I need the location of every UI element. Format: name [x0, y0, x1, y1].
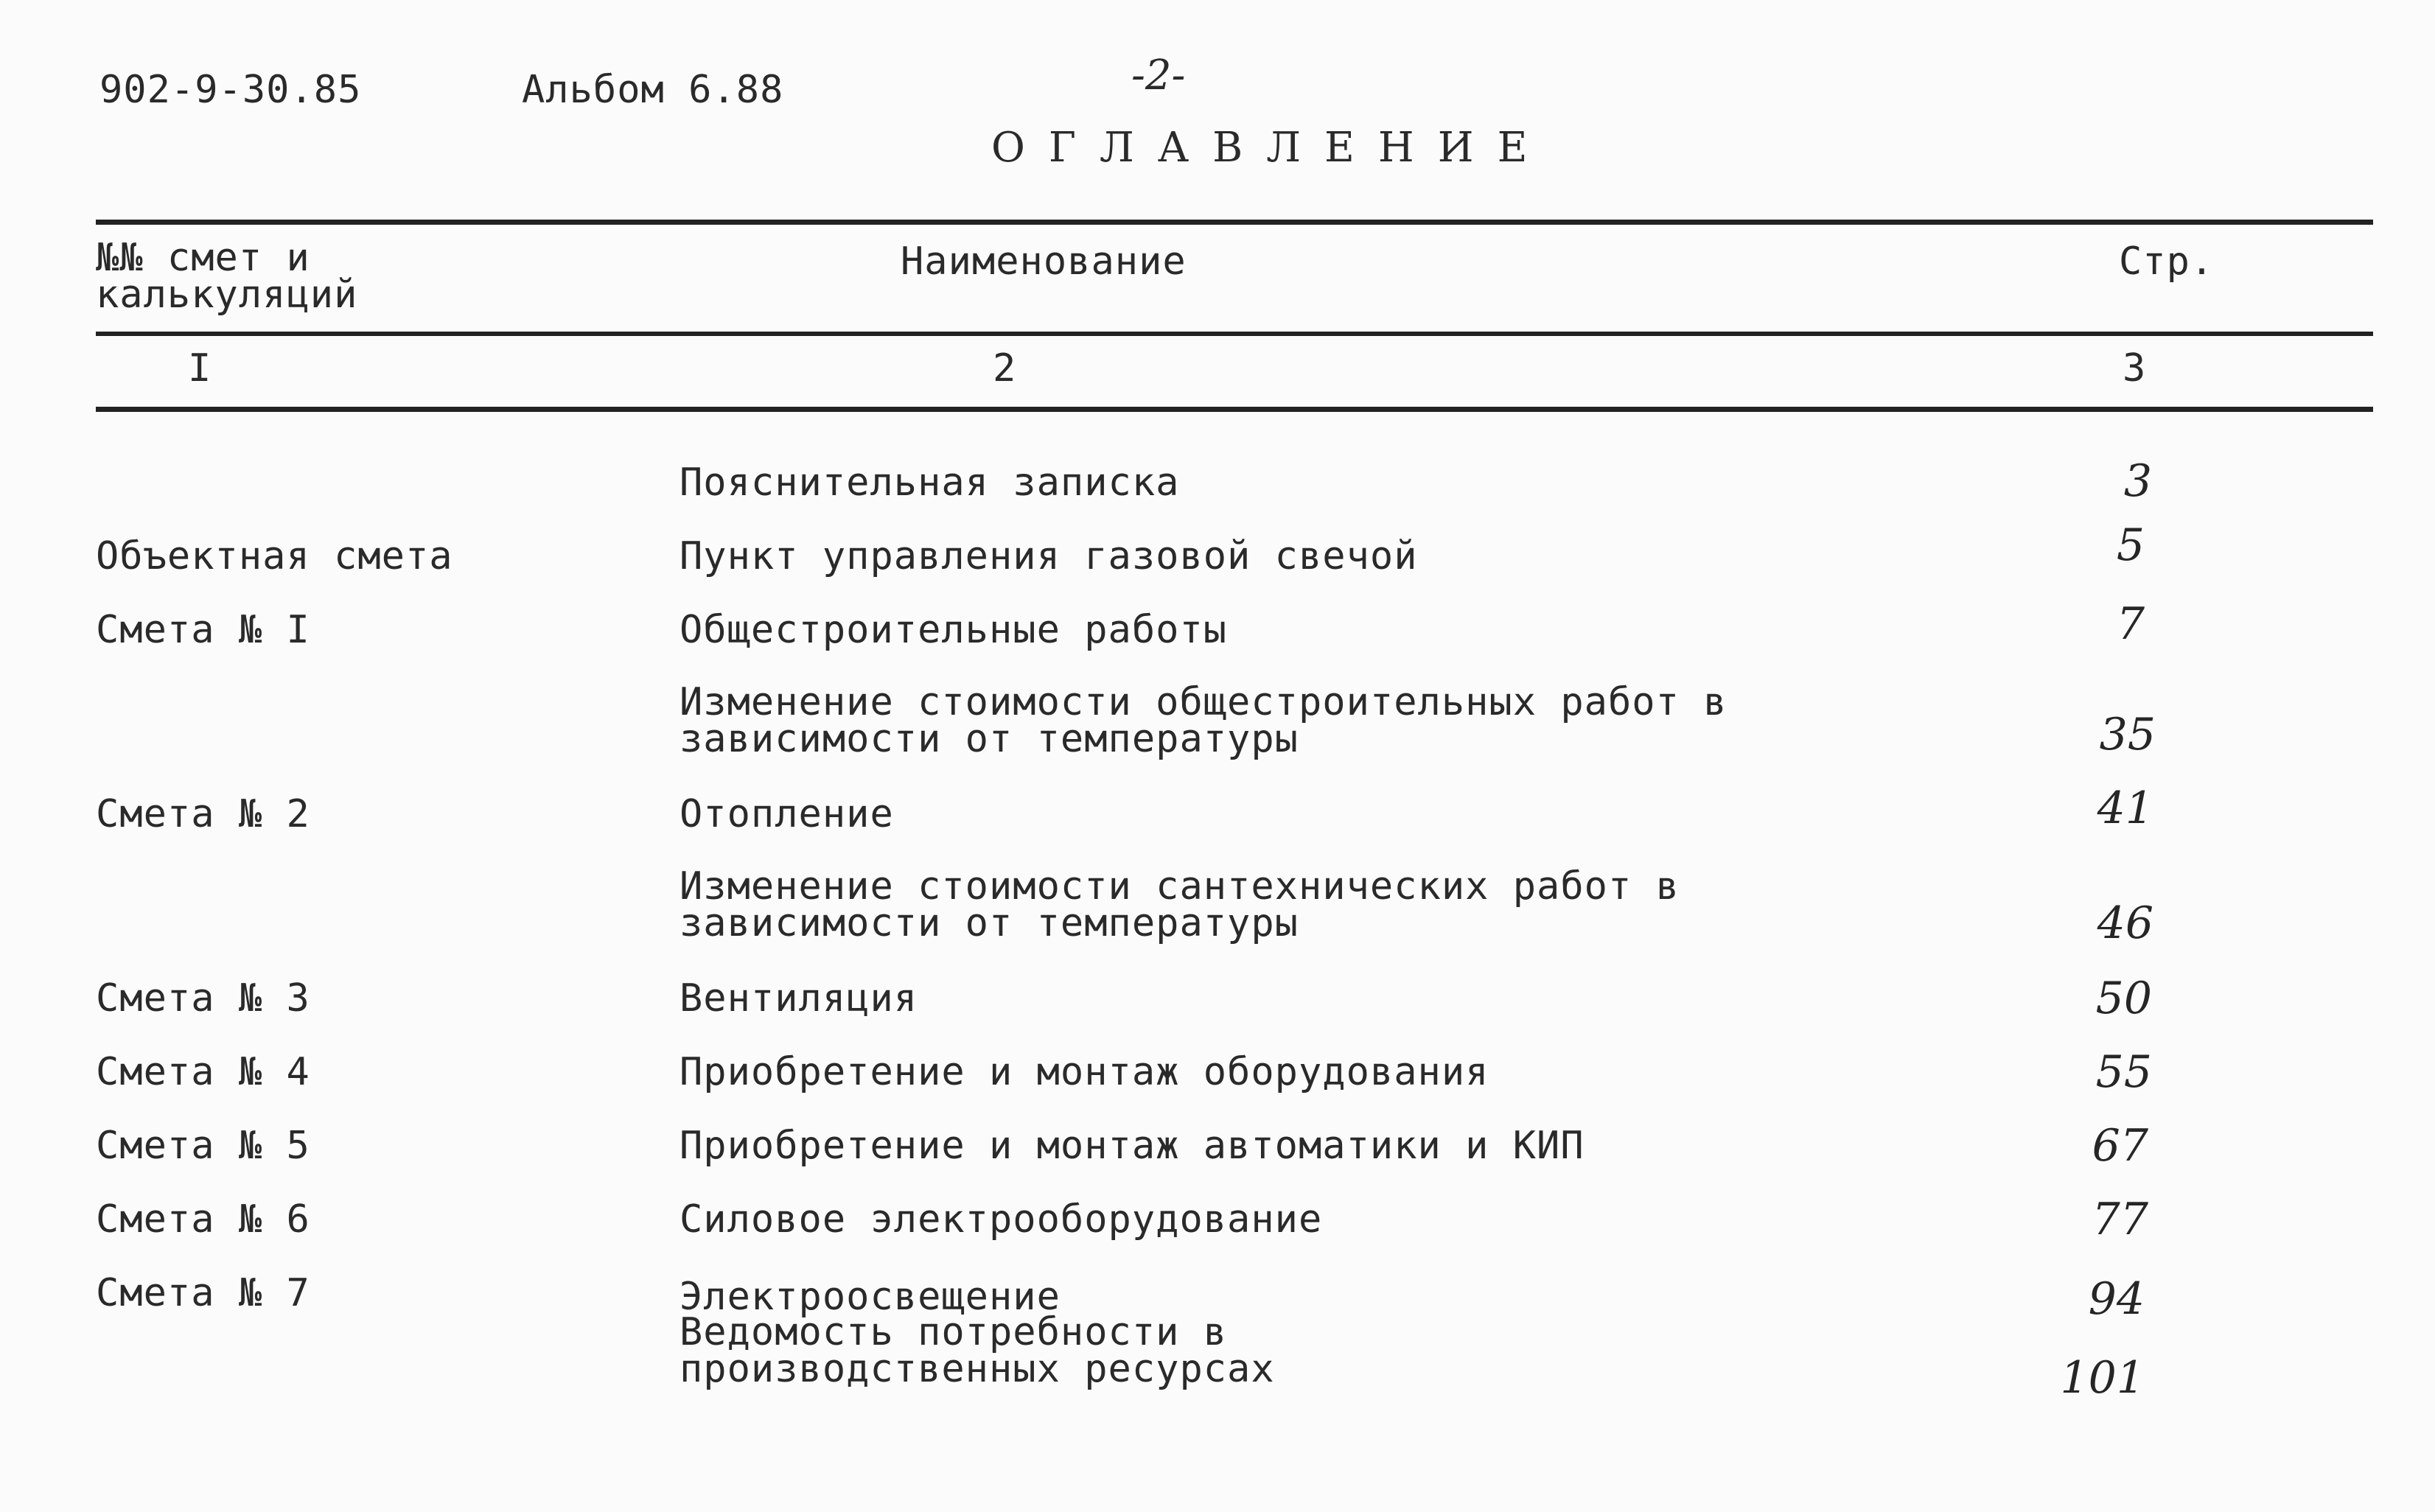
row-name: Пункт управления газовой свечой [680, 534, 1418, 578]
document-code: 902-9-30.85 [99, 68, 362, 112]
row-name: Общестроительные работы [680, 608, 1228, 652]
row-page: 41 [2097, 783, 2153, 834]
row-name: Изменение стоимости общестроительных работ в зависимости от температуры [680, 680, 1727, 761]
column-header-estimates: №№ смет и калькуляций [96, 236, 358, 317]
row-page: 77 [2092, 1194, 2148, 1245]
row-page: 94 [2088, 1273, 2145, 1325]
row-estimate: Смета № I [96, 608, 310, 652]
row-page: 55 [2095, 1046, 2152, 1098]
row-estimate: Смета № 4 [96, 1050, 310, 1094]
row-page: 46 [2097, 897, 2153, 949]
header-bottom-rule [96, 332, 2373, 336]
row-page: 7 [2116, 598, 2145, 650]
row-name: Приобретение и монтаж оборудования [680, 1050, 1489, 1094]
page-title: ОГЛАВЛЕНИЕ [991, 124, 1551, 172]
row-page: 35 [2099, 709, 2156, 760]
column-header-page: Стр. [2119, 239, 2215, 284]
column-number-1: I [188, 346, 212, 391]
row-name: Пояснительная записка [680, 461, 1180, 505]
row-estimate: Смета № 2 [96, 792, 310, 836]
row-name: Отопление [680, 792, 894, 836]
row-page: 101 [2060, 1352, 2145, 1404]
row-estimate: Смета № 7 [96, 1271, 310, 1315]
row-estimate: Смета № 6 [96, 1197, 310, 1242]
row-name: Изменение стоимости сантехнических работ в зависимости от температуры [680, 864, 1680, 945]
row-name: Силовое электрооборудование [680, 1197, 1323, 1242]
row-name: Приобретение и монтаж автоматики и КИП [680, 1124, 1585, 1168]
row-page: 5 [2116, 519, 2145, 571]
column-number-3: 3 [2123, 346, 2147, 391]
page-number: -2- [1131, 52, 1186, 99]
row-name: Ведомость потребности в производственных ресурсах [680, 1310, 1275, 1391]
album-number: Альбом 6.88 [522, 68, 784, 112]
row-name: Электроосвещение [680, 1275, 1061, 1319]
column-header-name: Наименование [901, 239, 1187, 284]
row-estimate: Смета № 5 [96, 1124, 310, 1168]
row-name: Вентиляция [680, 976, 918, 1021]
row-page: 67 [2092, 1120, 2148, 1172]
column-numbers-rule [96, 407, 2373, 412]
table-top-rule [96, 220, 2373, 225]
row-page: 3 [2123, 455, 2152, 507]
row-estimate: Смета № 3 [96, 976, 310, 1021]
row-estimate: Объектная смета [96, 534, 453, 578]
row-page: 50 [2095, 973, 2152, 1024]
column-number-2: 2 [993, 346, 1017, 391]
